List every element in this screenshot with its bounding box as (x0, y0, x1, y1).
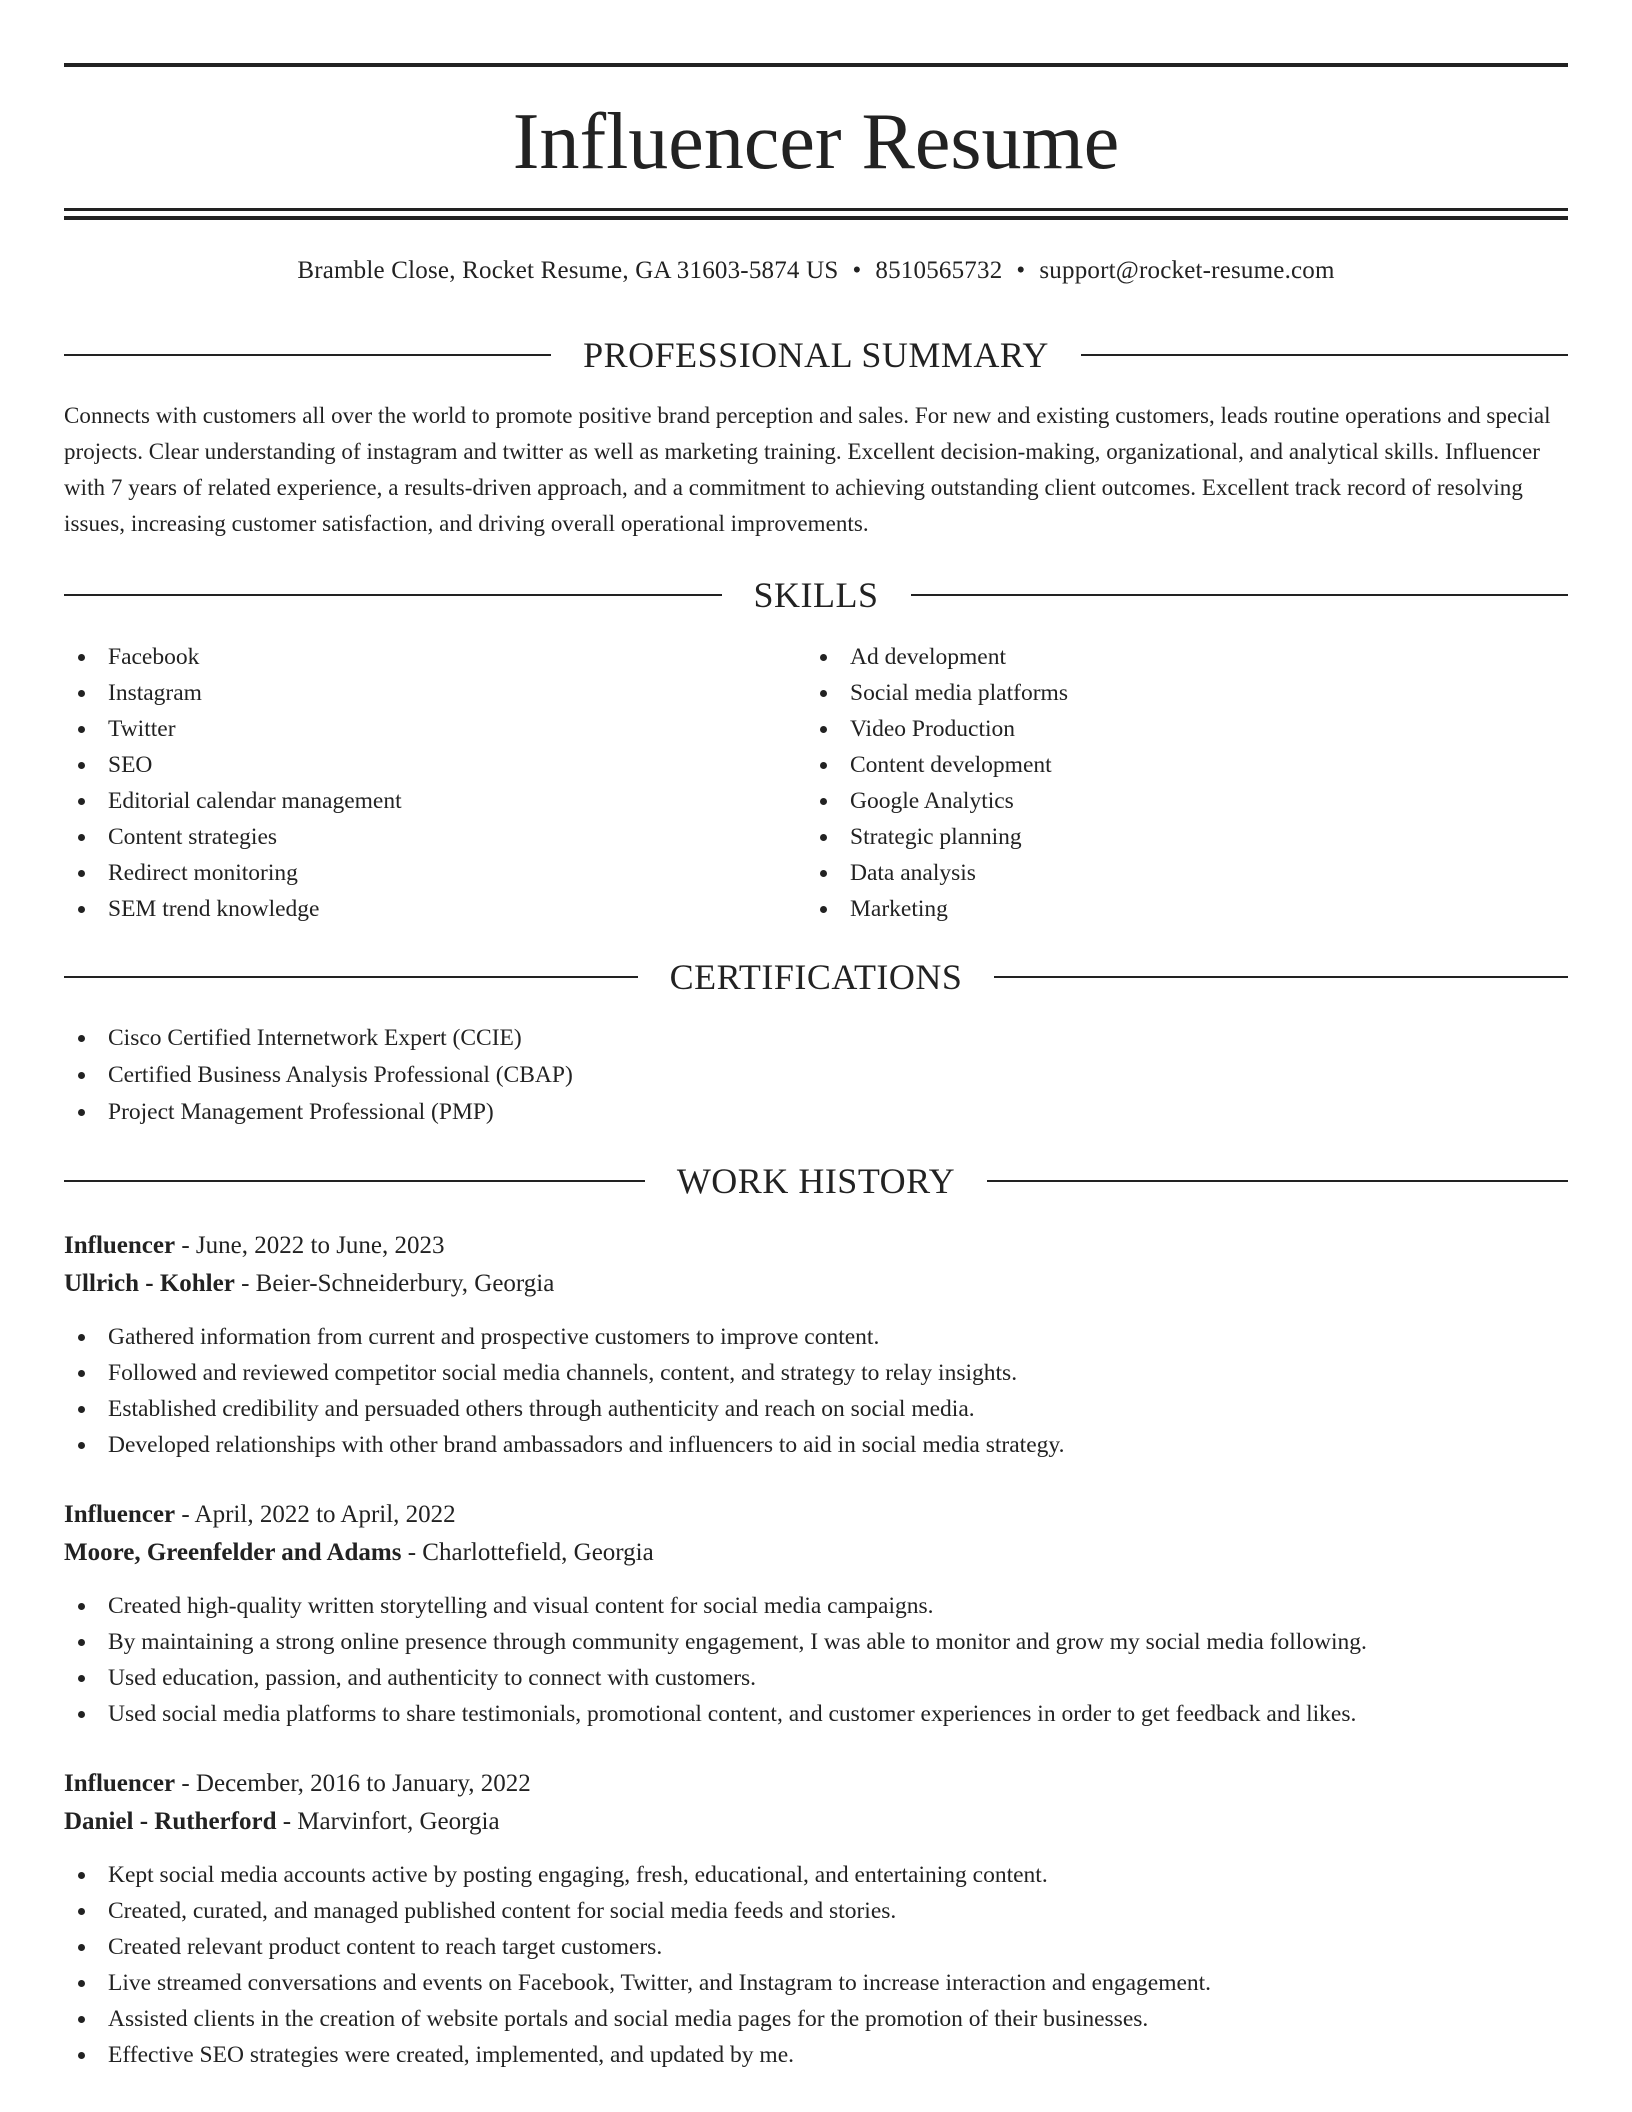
section-divider (911, 594, 1569, 596)
job-company: Moore, Greenfelder and Adams (64, 1539, 402, 1566)
section-divider (64, 976, 638, 978)
skill-item: Data analysis (806, 855, 1506, 891)
resume-title: Influencer Resume (512, 98, 1120, 186)
contact-email: support@rocket-resume.com (1039, 257, 1335, 284)
skills-list-right (806, 639, 1506, 927)
job-title-row (64, 1496, 1568, 1534)
job-bullet: Created, curated, and managed published content for social media feeds and stories. (64, 1893, 1568, 1929)
job-bullets (64, 1857, 1568, 2073)
job-dates: - April, 2022 to April, 2022 (175, 1501, 456, 1528)
certification-item: Project Management Professional (PMP) (64, 1094, 1464, 1131)
professional-summary: Connects with customers all over the world to promote positive brand perception and sales. For new and existing customers, leads routine operations and special projects. Clear understanding of instagram and twitter as well as marketing training. Excellent decision-making, organizational, and analytical skills. Influencer with 7 years of related experience, a results-driven approach, and a commitment to achieving outstanding client outcomes. Excellent track record of resolving issues, increasing customer satisfaction, and driving overall operational improvements. (64, 403, 1551, 536)
job-company-row (64, 1803, 1568, 1841)
job-bullet: Established credibility and persuaded others through authenticity and reach on social media. (64, 1391, 1568, 1427)
job-company: Daniel - Rutherford (64, 1808, 277, 1835)
job-company: Ullrich - Kohler (64, 1270, 235, 1297)
job-company-row (64, 1265, 1568, 1303)
contact-address: Bramble Close, Rocket Resume, GA 31603-5874 US (297, 257, 839, 284)
job-entry (64, 1765, 1568, 2073)
certifications-list (64, 1020, 1464, 1131)
skill-item: SEM trend knowledge (64, 891, 764, 927)
skills-heading: SKILLS (753, 575, 879, 615)
skill-item: Content strategies (64, 819, 764, 855)
top-rule (64, 63, 1568, 67)
skill-item: Social media platforms (806, 675, 1506, 711)
job-bullet: Kept social media accounts active by posting engaging, fresh, educational, and entertaining content. (64, 1857, 1568, 1893)
title-double-rule (64, 208, 1568, 220)
contact-line (64, 254, 1568, 288)
job-bullet: Gathered information from current and prospective customers to improve content. (64, 1319, 1568, 1355)
job-bullet: Created high-quality written storytelling and visual content for social media campaigns. (64, 1588, 1568, 1624)
contact-phone: 8510565732 (875, 257, 1003, 284)
job-entry (64, 1496, 1568, 1732)
section-divider (1081, 354, 1568, 356)
skill-item: Twitter (64, 711, 764, 747)
contact-separator: • (852, 257, 862, 284)
job-dates: - June, 2022 to June, 2023 (175, 1232, 445, 1259)
skill-item: Video Production (806, 711, 1506, 747)
job-dates: - December, 2016 to January, 2022 (175, 1770, 531, 1797)
job-bullet: Used social media platforms to share testimonials, promotional content, and customer experiences in order to get feedback and likes. (64, 1696, 1568, 1732)
job-bullet: Followed and reviewed competitor social media channels, content, and strategy to relay insights. (64, 1355, 1568, 1391)
job-bullet: Effective SEO strategies were created, implemented, and updated by me. (64, 2037, 1568, 2073)
skills-section-header (64, 573, 1568, 617)
summary-heading: PROFESSIONAL SUMMARY (583, 335, 1049, 375)
skill-item: Redirect monitoring (64, 855, 764, 891)
job-location: - Marvinfort, Georgia (276, 1808, 500, 1835)
work-history-section-header (64, 1159, 1568, 1203)
section-divider (64, 594, 722, 596)
job-bullet: Created relevant product content to reach target customers. (64, 1929, 1568, 1965)
skill-item: Facebook (64, 639, 764, 675)
job-bullets (64, 1588, 1568, 1732)
job-company-row (64, 1534, 1568, 1572)
section-divider (64, 1180, 645, 1182)
section-divider (987, 1180, 1568, 1182)
job-bullet: Assisted clients in the creation of website portals and social media pages for the promotion of their businesses. (64, 2001, 1568, 2037)
certifications-section-header (64, 955, 1568, 999)
section-divider (994, 976, 1568, 978)
skill-item: SEO (64, 747, 764, 783)
certification-item: Cisco Certified Internetwork Expert (CCIE) (64, 1020, 1464, 1057)
job-role: Influencer (64, 1770, 176, 1797)
contact-separator: • (1016, 257, 1026, 284)
job-role: Influencer (64, 1232, 176, 1259)
job-location: - Charlottefield, Georgia (401, 1539, 654, 1566)
summary-section-header (64, 333, 1568, 377)
job-bullets (64, 1319, 1568, 1463)
job-entry (64, 1227, 1568, 1463)
job-bullet: Used education, passion, and authenticity to connect with customers. (64, 1660, 1568, 1696)
skill-item: Ad development (806, 639, 1506, 675)
job-bullet: Live streamed conversations and events on Facebook, Twitter, and Instagram to increase interaction and engagement. (64, 1965, 1568, 2001)
skill-item: Instagram (64, 675, 764, 711)
job-bullet: Developed relationships with other brand ambassadors and influencers to aid in social media strategy. (64, 1427, 1568, 1463)
skill-item: Content development (806, 747, 1506, 783)
job-role: Influencer (64, 1501, 176, 1528)
certifications-heading: CERTIFICATIONS (669, 957, 963, 997)
skill-item: Google Analytics (806, 783, 1506, 819)
job-location: - Beier-Schneiderbury, Georgia (234, 1270, 555, 1297)
job-title-row (64, 1227, 1568, 1265)
skills-list-left (64, 639, 764, 927)
section-divider (64, 354, 551, 356)
job-bullet: By maintaining a strong online presence through community engagement, I was able to monitor and grow my social media following. (64, 1624, 1568, 1660)
skill-item: Marketing (806, 891, 1506, 927)
skill-item: Strategic planning (806, 819, 1506, 855)
work-history-heading: WORK HISTORY (676, 1161, 956, 1201)
certification-item: Certified Business Analysis Professional (CBAP) (64, 1057, 1464, 1094)
skill-item: Editorial calendar management (64, 783, 764, 819)
job-title-row (64, 1765, 1568, 1803)
